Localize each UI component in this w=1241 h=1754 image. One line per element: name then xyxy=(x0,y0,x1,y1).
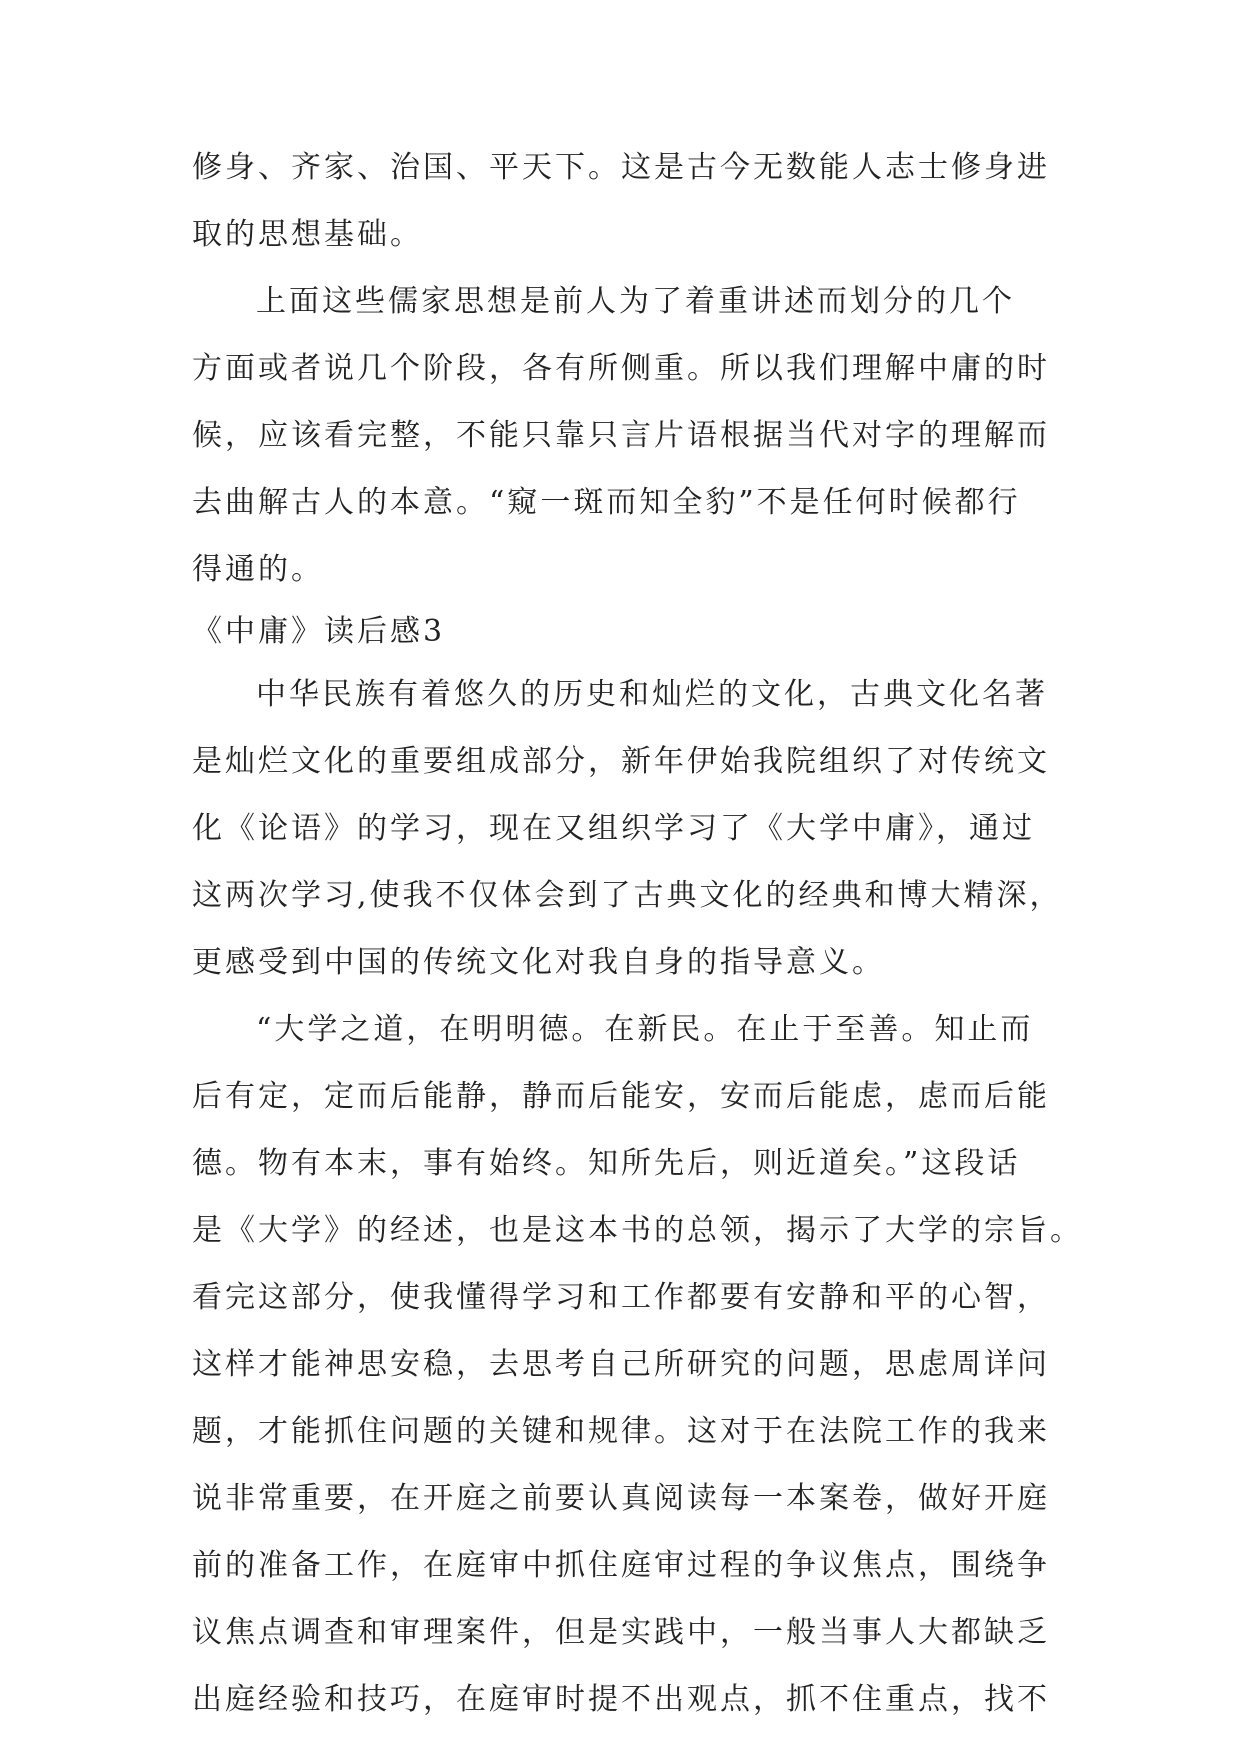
text-line: 候，应该看完整，不能只靠只言片语根据当代对字的理解而 xyxy=(192,418,1050,453)
paragraph-start-line: “大学之道，在明明德。在新民。在止于至善。知止而 xyxy=(256,1012,1034,1047)
text-line: 说非常重要，在开庭之前要认真阅读每一本案卷，做好开庭 xyxy=(192,1481,1050,1516)
text-line: 更感受到中国的传统文化对我自身的指导意义。 xyxy=(192,945,885,980)
text-line: 这两次学习,使我不仅体会到了古典文化的经典和博大精深， xyxy=(192,878,1063,913)
text-line: 后有定，定而后能静，静而后能安，安而后能虑，虑而后能 xyxy=(192,1079,1050,1114)
text-line: 去曲解古人的本意。“窥一斑而知全豹”不是任何时候都行 xyxy=(192,485,1021,520)
text-line: 议焦点调查和审理案件，但是实践中，一般当事人大都缺乏 xyxy=(192,1615,1050,1650)
paragraph-start-line: 上面这些儒家思想是前人为了着重讲述而划分的几个 xyxy=(256,284,1015,319)
section-heading: 《中庸》读后感3 xyxy=(192,614,446,649)
text-line: 是《大学》的经述，也是这本书的总领，揭示了大学的宗旨。 xyxy=(192,1213,1083,1248)
text-line: 德。物有本末，事有始终。知所先后，则近道矣。”这段话 xyxy=(192,1146,1021,1181)
text-line: 看完这部分，使我懂得学习和工作都要有安静和平的心智， xyxy=(192,1280,1050,1315)
text-line: 方面或者说几个阶段，各有所侧重。所以我们理解中庸的时 xyxy=(192,351,1050,386)
text-line: 修身、齐家、治国、平天下。这是古今无数能人志士修身进 xyxy=(192,150,1050,185)
text-line: 取的思想基础。 xyxy=(192,217,423,252)
text-line: 这样才能神思安稳，去思考自己所研究的问题，思虑周详问 xyxy=(192,1347,1050,1382)
text-line: 题，才能抓住问题的关键和规律。这对于在法院工作的我来 xyxy=(192,1414,1050,1449)
text-line: 得通的。 xyxy=(192,552,324,587)
text-line: 前的准备工作，在庭审中抓住庭审过程的争议焦点，围绕争 xyxy=(192,1548,1050,1583)
text-line: 是灿烂文化的重要组成部分，新年伊始我院组织了对传统文 xyxy=(192,744,1050,779)
paragraph-start-line: 中华民族有着悠久的历史和灿烂的文化，古典文化名著 xyxy=(256,677,1048,712)
text-line: 化《论语》的学习，现在又组织学习了《大学中庸》，通过 xyxy=(192,811,1035,846)
text-line: 出庭经验和技巧，在庭审时提不出观点，抓不住重点，找不 xyxy=(192,1682,1050,1717)
